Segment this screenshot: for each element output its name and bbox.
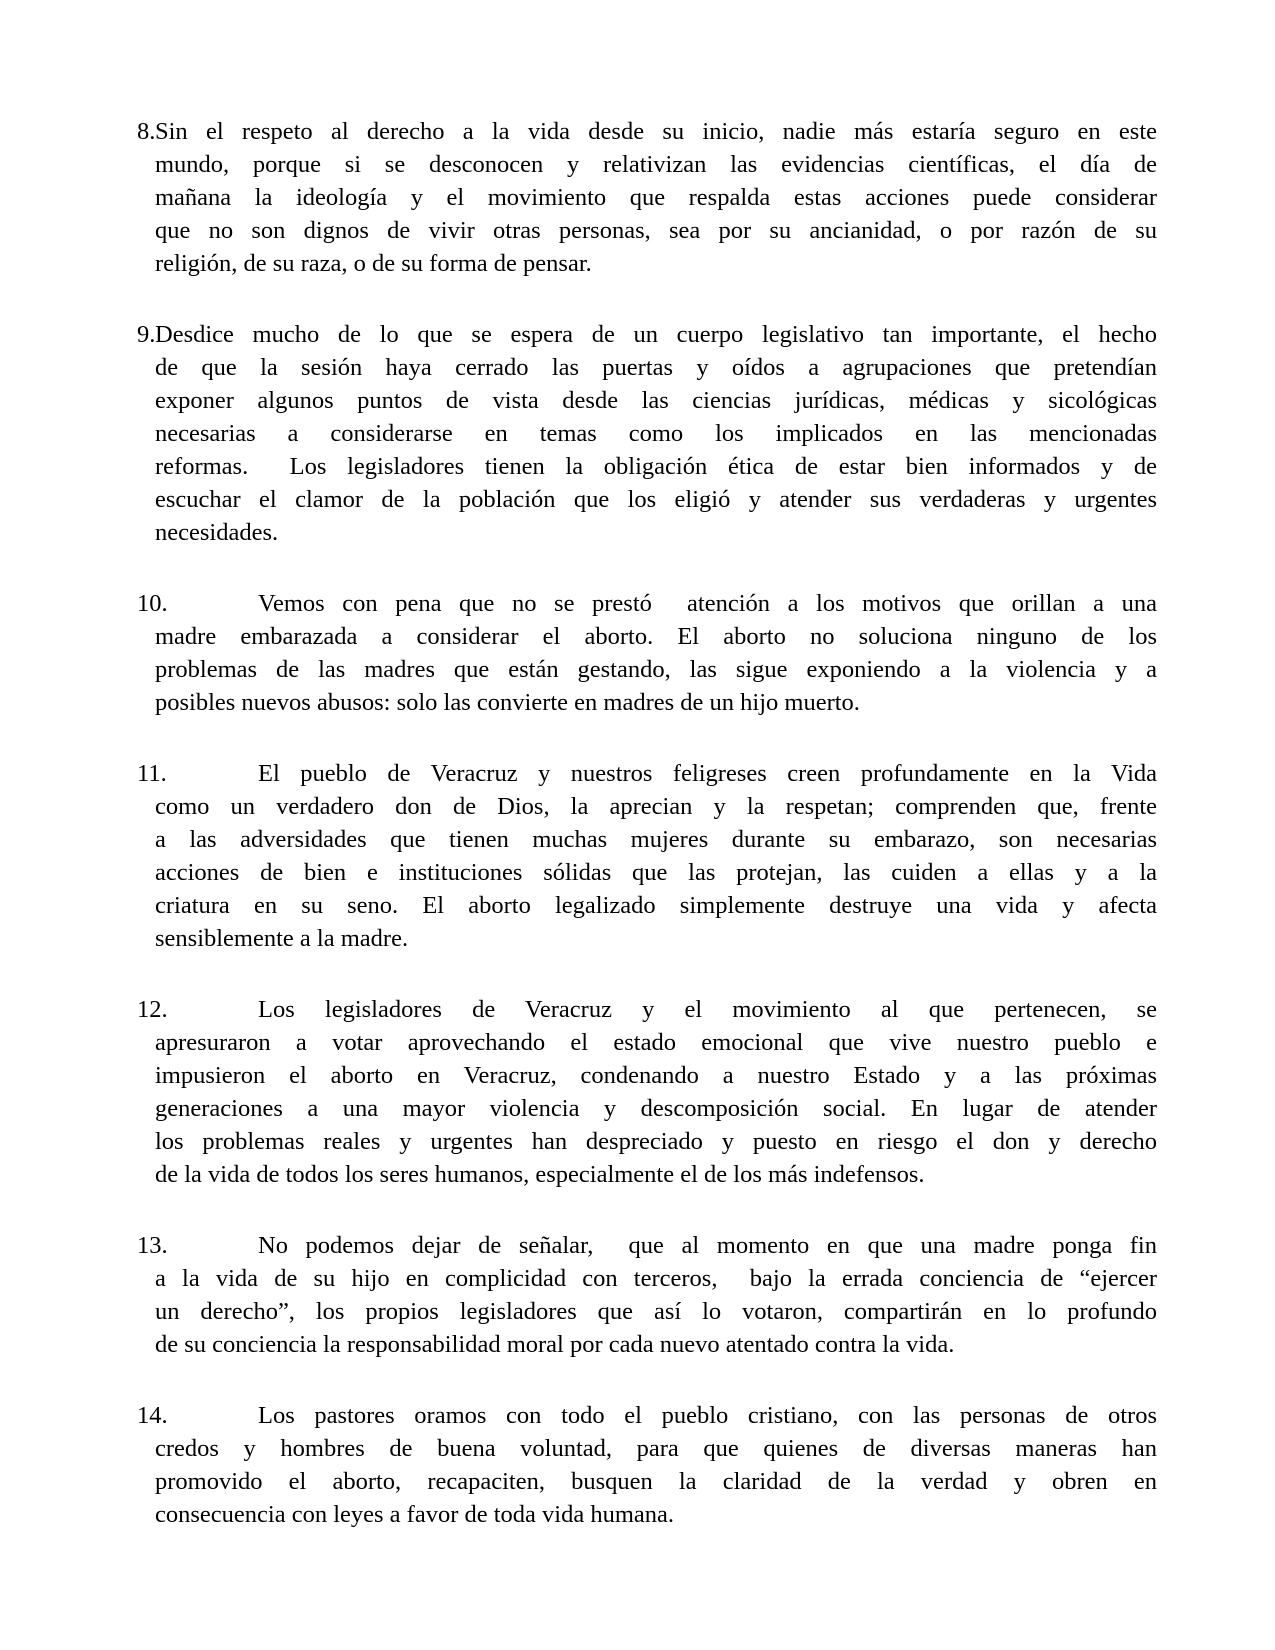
list-number: 13. [137,1232,168,1259]
text-line: Vemos con pena que no se prestó atención a los motivos que orillan a una [258,590,1157,617]
text-line: impusieron el aborto en Veracruz, condenando a nuestro Estado y a las próximas [155,1062,1157,1089]
numbered-paragraph [137,1399,1157,1531]
text-line: Sin el respeto al derecho a la vida desde su inicio, nadie más estaría seguro en este [155,118,1157,145]
numbered-paragraph [137,587,1157,719]
text-line: madre embarazada a considerar el aborto. El aborto no soluciona ninguno de los [155,623,1157,650]
text-line: exponer algunos puntos de vista desde las ciencias jurídicas, médicas y sicológicas [155,387,1157,414]
text-line: No podemos dejar de señalar, que al momento en que una madre ponga fin [258,1232,1157,1259]
text-line: promovido el aborto, recapaciten, busquen la claridad de la verdad y obren en [155,1468,1157,1495]
text-line: necesidades. [155,519,279,546]
text-line: necesarias a considerarse en temas como los implicados en las mencionadas [155,420,1157,447]
text-line: Desdice mucho de lo que se espera de un cuerpo legislativo tan importante, el hecho [155,321,1157,348]
text-line: criatura en su seno. El aborto legalizado simplemente destruye una vida y afecta [155,892,1157,919]
list-number: 12. [137,996,168,1023]
numbered-paragraph [137,115,1157,280]
text-line: El pueblo de Veracruz y nuestros feligreses creen profundamente en la Vida [258,760,1157,787]
list-number: 10. [137,590,168,617]
text-line: problemas de las madres que están gestando, las sigue exponiendo a la violencia y a [155,656,1157,683]
text-line: posibles nuevos abusos: solo las convierte en madres de un hijo muerto. [155,689,860,716]
text-line: los problemas reales y urgentes han despreciado y puesto en riesgo el don y derecho [155,1128,1157,1155]
text-line: a las adversidades que tienen muchas mujeres durante su embarazo, son necesarias [155,826,1157,853]
text-line: religión, de su raza, o de su forma de pensar. [155,250,592,277]
list-number: 8. [137,118,156,145]
text-line: reformas. Los legisladores tienen la obligación ética de estar bien informados y de [155,453,1157,480]
numbered-paragraph [137,757,1157,955]
document-content [137,115,1157,1531]
numbered-paragraph [137,318,1157,549]
text-line: a la vida de su hijo en complicidad con terceros, bajo la errada conciencia de “ejercer [155,1265,1157,1292]
text-line: mañana la ideología y el movimiento que respalda estas acciones puede considerar [155,184,1157,211]
list-number: 14. [137,1402,168,1429]
text-line: apresuraron a votar aprovechando el estado emocional que vive nuestro pueblo e [155,1029,1157,1056]
text-line: que no son dignos de vivir otras personas, sea por su ancianidad, o por razón de su [155,217,1157,244]
text-line: de la vida de todos los seres humanos, especialmente el de los más indefensos. [155,1161,925,1188]
text-line: generaciones a una mayor violencia y descomposición social. En lugar de atender [155,1095,1157,1122]
list-number: 11. [137,760,167,787]
text-line: un derecho”, los propios legisladores que así lo votaron, compartirán en lo profundo [155,1298,1157,1325]
text-line: mundo, porque si se desconocen y relativizan las evidencias científicas, el día de [155,151,1157,178]
text-line: credos y hombres de buena voluntad, para que quienes de diversas maneras han [155,1435,1157,1462]
text-line: de que la sesión haya cerrado las puertas y oídos a agrupaciones que pretendían [155,354,1157,381]
text-line: consecuencia con leyes a favor de toda vida humana. [155,1501,675,1528]
text-line: de su conciencia la responsabilidad moral por cada nuevo atentado contra la vida. [155,1331,955,1358]
text-line: Los pastores oramos con todo el pueblo cristiano, con las personas de otros [258,1402,1157,1429]
text-line: escuchar el clamor de la población que los eligió y atender sus verdaderas y urgentes [155,486,1157,513]
text-line: sensiblemente a la madre. [155,925,409,952]
text-line: Los legisladores de Veracruz y el movimiento al que pertenecen, se [258,996,1157,1023]
numbered-paragraph [137,1229,1157,1361]
list-number: 9. [137,321,156,348]
numbered-paragraph [137,993,1157,1191]
text-line: como un verdadero don de Dios, la aprecian y la respetan; comprenden que, frente [155,793,1157,820]
text-line: acciones de bien e instituciones sólidas que las protejan, las cuiden a ellas y a la [155,859,1157,886]
